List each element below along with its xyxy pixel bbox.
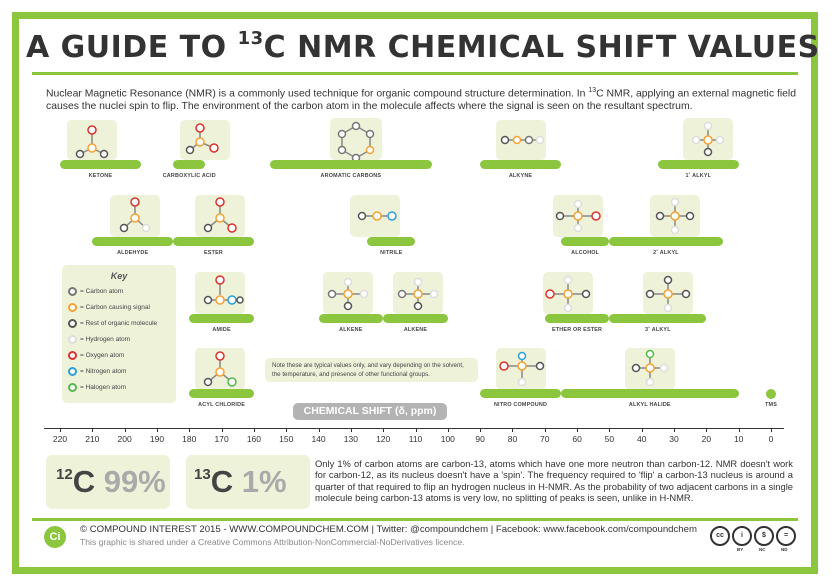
- group-label: ESTER: [204, 250, 223, 256]
- axis-tick-label: 10: [733, 434, 744, 444]
- cc-nc-icon: $: [754, 526, 774, 546]
- group-label: CARBOXYLIC ACID: [162, 173, 216, 179]
- range-bar: [173, 237, 254, 246]
- footer-rule: [32, 518, 798, 521]
- axis-tick: [480, 428, 481, 432]
- intro-text: Nuclear Magnetic Resonance (NMR) is a commonly used technique for organic compound structure determination. In $^{13}$C NMR, applying an external magnetic field causes the nuclei spin to flip. The environment of the carbon atom in the molecule affects where the signal is seen on the resultant spectrum.: [46, 87, 797, 113]
- page-title: A GUIDE TO $^{13}$C NMR CHEMICAL SHIFT VALUES: [26, 28, 820, 65]
- isotope-12c: $^{12}$C 99%: [56, 464, 166, 499]
- range-bar: [658, 160, 739, 169]
- atom-icon: [68, 367, 77, 376]
- range-bar: [480, 160, 561, 169]
- cc-by-icon: i: [732, 526, 752, 546]
- axis-tick: [286, 428, 287, 432]
- range-bar: [561, 237, 609, 246]
- axis-tick: [383, 428, 384, 432]
- axis-label: CHEMICAL SHIFT (δ, ppm): [293, 403, 447, 420]
- isotope-13c: $^{13}$C 1%: [194, 464, 287, 499]
- group-label: AROMATIC CARBONS: [320, 173, 382, 179]
- cc-by-label: BY: [737, 547, 744, 552]
- axis-tick-label: 30: [669, 434, 679, 444]
- axis-tick: [771, 428, 772, 432]
- axis-tick: [254, 428, 255, 432]
- axis-tick-label: 70: [540, 434, 550, 444]
- key-item: [68, 367, 126, 376]
- axis-tick-label: 220: [52, 434, 68, 444]
- group-label: ALDEHYDE: [117, 250, 149, 256]
- cc-icon: cc: [710, 526, 730, 546]
- key-title: Key: [110, 271, 128, 281]
- legend-key: [62, 265, 176, 403]
- axis-tick: [125, 428, 126, 432]
- group-label: ALKENE: [339, 327, 363, 333]
- group-label: 2˚ ALKYL: [653, 250, 679, 256]
- axis-tick: [222, 428, 223, 432]
- axis-tick: [577, 428, 578, 432]
- group-label: TMS: [765, 402, 777, 408]
- group-label: ALKENE: [403, 327, 428, 333]
- disclaimer-note: Note these are typical values only, and vary depending on the solvent, the temperature, and presence of other functional groups.: [265, 358, 478, 382]
- range-bar: [383, 314, 448, 323]
- key-item: [68, 287, 123, 296]
- group-label: KETONE: [88, 173, 113, 179]
- key-item: [68, 383, 126, 392]
- axis-tick: [416, 428, 417, 432]
- key-item-label: = Oxygen atom: [80, 352, 125, 360]
- axis-tick-label: 90: [475, 434, 485, 444]
- axis-tick-label: 190: [149, 434, 165, 444]
- group-label: 1˚ ALKYL: [685, 173, 712, 179]
- cc-nd-icon: =: [776, 526, 796, 546]
- key-item: [68, 303, 150, 312]
- key-item-label: = Halogen atom: [80, 384, 127, 392]
- axis-tick-label: 170: [214, 434, 229, 444]
- axis-tick-label: 110: [408, 434, 423, 444]
- axis-tick: [545, 428, 546, 432]
- footer-credits: © COMPOUND INTEREST 2015 - WWW.COMPOUNDCHEM.COM | Twitter: @compoundchem | Facebook: www.facebook.com/compoundchem: [80, 524, 697, 535]
- axis-tick-label: 100: [440, 434, 455, 444]
- axis-tick-label: 0: [768, 434, 774, 444]
- atom-icon: [68, 303, 77, 312]
- group-label: AMIDE: [212, 327, 231, 333]
- axis-tick-label: 40: [636, 434, 647, 444]
- axis-tick-label: 180: [182, 434, 197, 444]
- tms-marker: [766, 389, 776, 399]
- axis-tick-label: 50: [604, 434, 615, 444]
- group-label: 3˚ ALKYL: [645, 327, 671, 333]
- axis-tick-label: 150: [279, 434, 294, 444]
- axis-tick: [189, 428, 190, 432]
- key-item: [68, 351, 124, 360]
- axis-tick: [92, 428, 93, 432]
- key-item-label: = Nitrogen atom: [80, 368, 127, 376]
- range-bar: [189, 389, 254, 398]
- axis-tick: [512, 428, 513, 432]
- axis-tick: [319, 428, 320, 432]
- atom-icon: [68, 383, 77, 392]
- atom-icon: [68, 335, 77, 344]
- axis-tick-label: 20: [701, 434, 712, 444]
- group-label: NITRO COMPOUND: [493, 402, 548, 408]
- axis-tick: [674, 428, 675, 432]
- axis-tick: [351, 428, 352, 432]
- axis-tick: [739, 428, 740, 432]
- range-bar: [609, 237, 722, 246]
- range-bar: [60, 160, 141, 169]
- axis-tick-label: 160: [246, 434, 261, 444]
- axis-tick: [448, 428, 449, 432]
- axis-tick-label: 80: [507, 434, 518, 444]
- axis-tick: [157, 428, 158, 432]
- cc-nc-label: NC: [759, 547, 766, 552]
- atom-icon: [68, 351, 77, 360]
- group-label: ALCOHOL: [571, 250, 600, 256]
- axis-tick-label: 60: [572, 434, 582, 444]
- range-bar: [92, 237, 173, 246]
- group-label: ETHER OR ESTER: [552, 327, 603, 333]
- range-bar: [270, 160, 432, 169]
- cc-nd-label: ND: [781, 547, 788, 552]
- key-item-label: = Rest of organic molecule: [80, 320, 158, 328]
- compound-interest-logo: Ci: [44, 526, 66, 548]
- axis-tick: [642, 428, 643, 432]
- key-item: [68, 319, 157, 328]
- key-item-label: = Hydrogen atom: [80, 336, 131, 344]
- key-item-label: = Carbon causing signal: [80, 304, 150, 312]
- axis-tick-label: 200: [117, 434, 132, 444]
- axis-tick-label: 130: [343, 434, 358, 444]
- axis-tick: [609, 428, 610, 432]
- range-bar: [189, 314, 254, 323]
- range-bar: [561, 389, 739, 398]
- range-bar: [480, 389, 561, 398]
- key-item-label: = Carbon atom: [80, 288, 124, 296]
- axis-tick-label: 140: [311, 434, 326, 444]
- range-bar: [609, 314, 706, 323]
- axis-tick: [706, 428, 707, 432]
- group-label: ALKYNE: [508, 173, 533, 179]
- group-label: NITRILE: [380, 250, 403, 256]
- range-bar: [367, 237, 415, 246]
- group-label: ALKYL HALIDE: [628, 402, 671, 408]
- atom-icon: [68, 287, 77, 296]
- range-bar: [545, 314, 610, 323]
- carbon-13-info: Only 1% of carbon atoms are carbon-13, atoms which have one more neutron than carbon-12. NMR doesn't work for carbon-12, as its nucleus doesn't have a 'spin'. The frequency required to 'flip' a carbon-13 nucleus is around a quarter of that required to flip an hydrogen nucleus in H-NMR. As the probability of two adjacent carbons in a single molecule being carbon-13 atoms is very low, no splitting of peaks is seen, unlike in H-NMR.: [315, 458, 793, 504]
- key-item: [68, 335, 130, 344]
- axis-line: [44, 428, 784, 429]
- atom-icon: [68, 319, 77, 328]
- group-label: ACYL CHLORIDE: [198, 402, 245, 408]
- range-bar: [173, 160, 205, 169]
- axis-tick-label: 120: [376, 434, 391, 444]
- axis-tick-label: 210: [85, 434, 100, 444]
- range-bar: [319, 314, 384, 323]
- axis-tick: [60, 428, 61, 432]
- footer-licence: This graphic is shared under a Creative Commons Attribution-NonCommercial-NoDerivatives licence.: [80, 537, 465, 547]
